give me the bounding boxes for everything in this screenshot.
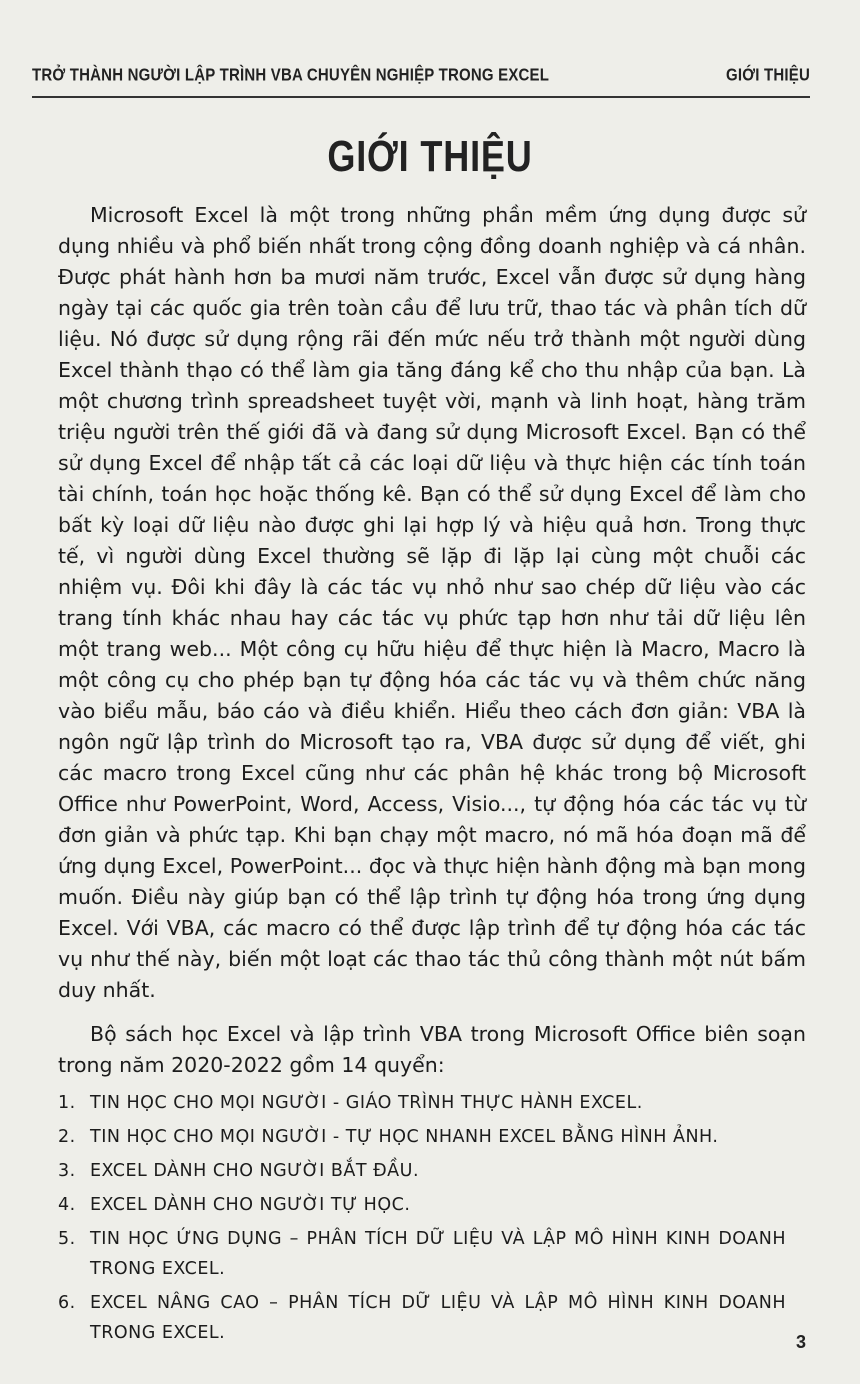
list-item bbox=[58, 1190, 806, 1220]
list-item-number: 3. bbox=[58, 1161, 76, 1181]
body-text bbox=[58, 200, 806, 1352]
page-number: 3 bbox=[795, 1332, 806, 1352]
running-header-book-title: TRỞ THÀNH NGƯỜI LẬP TRÌNH VBA CHUYÊN NGHIỆP TRONG EXCEL bbox=[32, 65, 550, 85]
list-item-text: TIN HỌC ỨNG DỤNG – PHÂN TÍCH DỮ LIỆU VÀ LẬP MÔ HÌNH KINH DOANH TRONG EXCEL. bbox=[90, 1229, 786, 1279]
list-item bbox=[58, 1088, 806, 1118]
running-header-section: GIỚI THIỆU bbox=[726, 65, 810, 85]
list-item-text: EXCEL DÀNH CHO NGƯỜI TỰ HỌC. bbox=[90, 1195, 411, 1215]
list-item bbox=[58, 1288, 806, 1348]
list-item-number: 5. bbox=[58, 1229, 76, 1249]
list-item-text: EXCEL DÀNH CHO NGƯỜI BẮT ĐẦU. bbox=[90, 1161, 420, 1181]
list-item-text: EXCEL NÂNG CAO – PHÂN TÍCH DỮ LIỆU VÀ LẬP MÔ HÌNH KINH DOANH TRONG EXCEL. bbox=[90, 1293, 786, 1343]
list-item-number: 2. bbox=[58, 1127, 76, 1147]
list-item bbox=[58, 1224, 806, 1284]
list-item-text: TIN HỌC CHO MỌI NGƯỜI - TỰ HỌC NHANH EXCEL BẰNG HÌNH ẢNH. bbox=[90, 1127, 719, 1147]
running-header bbox=[32, 65, 810, 85]
volume-list bbox=[58, 1088, 806, 1348]
intro-paragraph: Microsoft Excel là một trong những phần mềm ứng dụng được sử dụng nhiều và phổ biến nhất trong cộng đồng doanh nghiệp và cá nhân. Được phát hành hơn ba mươi năm trước, Excel vẫn được sử dụng hàng ngày tại các quốc gia trên toàn cầu để lưu trữ, thao tác và phân tích dữ liệu. Nó được sử dụng rộng rãi đến mức nếu trở thành một người dùng Excel thành thạo có thể làm gia tăng đáng kể cho thu nhập của bạn. Là một chương trình spreadsheet tuyệt vời, mạnh và linh hoạt, hàng trăm triệu người trên thế giới đã và đang sử dụng Microsoft Excel. Bạn có thể sử dụng Excel để nhập tất cả các loại dữ liệu và thực hiện các tính toán tài chính, toán học hoặc thống kê. Bạn có thể sử dụng Excel để làm cho bất kỳ loại dữ liệu nào được ghi lại hợp lý và hiệu quả hơn. Trong thực tế, vì người dùng Excel thường sẽ lặp đi lặp lại cùng một chuỗi các nhiệm vụ. Đôi khi đây là các tác vụ nhỏ như sao chép dữ liệu vào các trang tính khác nhau hay các tác vụ phức tạp hơn như tải dữ liệu lên một trang web... Một công cụ hữu hiệu để thực hiện là Macro, Macro là một công cụ cho phép bạn tự động hóa các tác vụ và thêm chức năng vào biểu mẫu, báo cáo và điều khiển. Hiểu theo cách đơn giản: VBA là ngôn ngữ lập trình do Microsoft tạo ra, VBA được sử dụng để viết, ghi các macro trong Excel cũng như các phân hệ khác trong bộ Microsoft Office như PowerPoint, Word, Access, Visio..., tự động hóa các tác vụ từ đơn giản và phức tạp. Khi bạn chạy một macro, nó mã hóa đoạn mã để ứng dụng Excel, PowerPoint... đọc và thực hiện hành động mà bạn mong muốn. Điều này giúp bạn có thể lập trình tự động hóa trong ứng dụng Excel. Với VBA, các macro có thể được lập trình để tự động hóa các tác vụ như thế này, biến một loạt các thao tác thủ công thành một nút bấm duy nhất. bbox=[58, 203, 806, 1002]
chapter-title: GIỚI THIỆU bbox=[327, 132, 533, 181]
list-item-number: 1. bbox=[58, 1093, 76, 1113]
header-divider bbox=[32, 96, 810, 98]
list-item bbox=[58, 1122, 806, 1152]
list-item-number: 4. bbox=[58, 1195, 76, 1215]
list-item-number: 6. bbox=[58, 1293, 76, 1313]
list-item-text: TIN HỌC CHO MỌI NGƯỜI - GIÁO TRÌNH THỰC HÀNH EXCEL. bbox=[90, 1093, 643, 1113]
series-paragraph: Bộ sách học Excel và lập trình VBA trong Microsoft Office biên soạn trong năm 2020-2022 gồm 14 quyển: bbox=[58, 1022, 806, 1077]
list-item bbox=[58, 1156, 806, 1186]
